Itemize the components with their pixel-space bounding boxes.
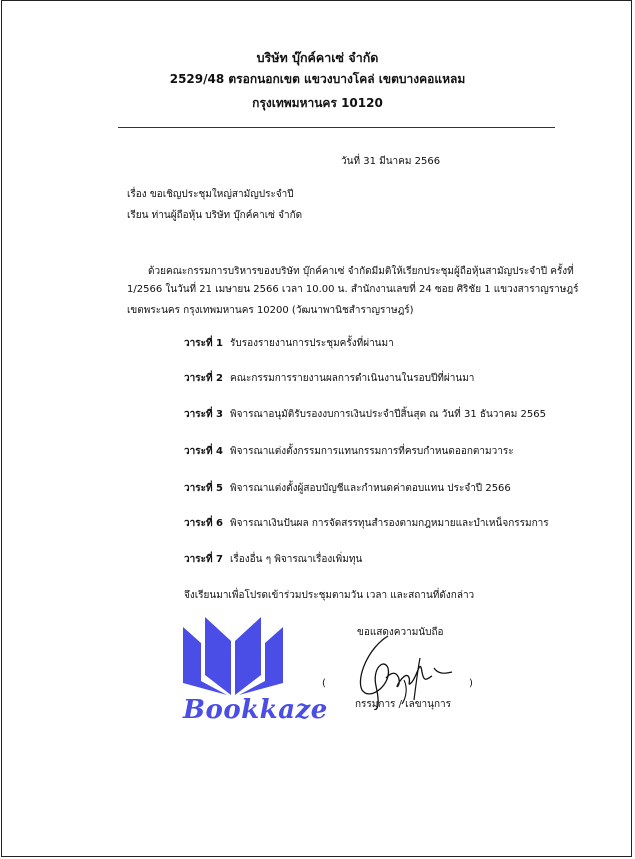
- body-paragraph-line: ด้วยคณะกรรมการบริหารของบริษัท บุ๊กค์คาเซ่ จำกัดมีมติให้เรียกประชุมผู้ถือหุ้นสามัญประจำปี ครั้งที่: [148, 266, 574, 277]
- agenda-item: [184, 516, 549, 532]
- agenda-text: พิจารณาแต่งตั้งผู้สอบบัญชีและกำหนดค่าตอบแทน ประจำปี 2566: [230, 483, 511, 494]
- header-divider: [118, 127, 555, 128]
- agenda-text: พิจารณาเงินปันผล การจัดสรรทุนสำรองตามกฎหมายและบำเหน็จกรรมการ: [230, 518, 549, 529]
- signature-title: กรรมการ / เลขานุการ: [355, 699, 452, 710]
- agenda-item: [184, 552, 362, 568]
- agenda-label: วาระที่ 5: [184, 483, 224, 494]
- agenda-label: วาระที่ 2: [184, 373, 224, 384]
- agenda-label: วาระที่ 4: [184, 446, 224, 457]
- signature-paren-close: ): [469, 678, 473, 689]
- body-paragraph-line: 1/2566 ในวันที่ 21 เมษายน 2566 เวลา 10.00 น. สำนักงานเลขที่ 24 ซอย ศิริชัย 1 แขวงสาราญราษฎร์: [127, 284, 579, 295]
- agenda-item: [184, 336, 394, 352]
- letter-recipient: เรียน ท่านผู้ถือหุ้น บริษัท บุ๊กค์คาเซ่ จำกัด: [127, 210, 303, 221]
- agenda-text: พิจารณาอนุมัติรับรองงบการเงินประจำปีสิ้นสุด ณ วันที่ 31 ธันวาคม 2565: [230, 409, 546, 420]
- agenda-item: [184, 371, 474, 387]
- agenda-text: คณะกรรมการรายงานผลการดำเนินงานในรอบปีที่ผ่านมา: [230, 373, 475, 384]
- closing-line: จึงเรียนมาเพื่อโปรดเข้าร่วมประชุมตามวัน เวลา และสถานที่ดังกล่าว: [184, 590, 475, 601]
- logo-wordmark: Bookkaze: [183, 695, 328, 725]
- page-frame: [1, 0, 632, 857]
- agenda-item: [184, 444, 514, 460]
- signature-paren-open: (: [322, 678, 326, 689]
- agenda-label: วาระที่ 7: [184, 554, 224, 565]
- agenda-text: พิจารณาแต่งตั้งกรรมการแทนกรรมการที่ครบกำหนดออกตามวาระ: [230, 446, 514, 457]
- agenda-item: [184, 407, 546, 423]
- signature-heading: ขอแสดงความนับถือ: [357, 627, 444, 638]
- company-address: 2529/48 ตรอกนอกเขต แขวงบางโคล่ เขตบางคอแหลม: [169, 72, 466, 86]
- body-paragraph-line: เขตพระนคร กรุงเทพมหานคร 10200 (วัฒนาพานิชสำราญราษฎร์): [127, 305, 414, 316]
- open-book-icon: [183, 617, 283, 699]
- letter-date: วันที่ 31 มีนาคม 2566: [341, 156, 441, 167]
- agenda-label: วาระที่ 6: [184, 518, 224, 529]
- agenda-text: รับรองรายงานการประชุมครั้งที่ผ่านมา: [230, 338, 394, 349]
- agenda-item: [184, 481, 511, 497]
- agenda-text: เรื่องอื่น ๆ พิจารณาเรื่องเพิ่มทุน: [230, 554, 363, 565]
- company-name: บริษัท บุ๊กค์คาเซ่ จำกัด: [256, 50, 379, 65]
- letter-subject: เรื่อง ขอเชิญประชุมใหญ่สามัญประจำปี: [127, 189, 294, 200]
- agenda-label: วาระที่ 3: [184, 409, 224, 420]
- agenda-label: วาระที่ 1: [184, 338, 224, 349]
- company-city: กรุงเทพมหานคร 10120: [252, 96, 383, 110]
